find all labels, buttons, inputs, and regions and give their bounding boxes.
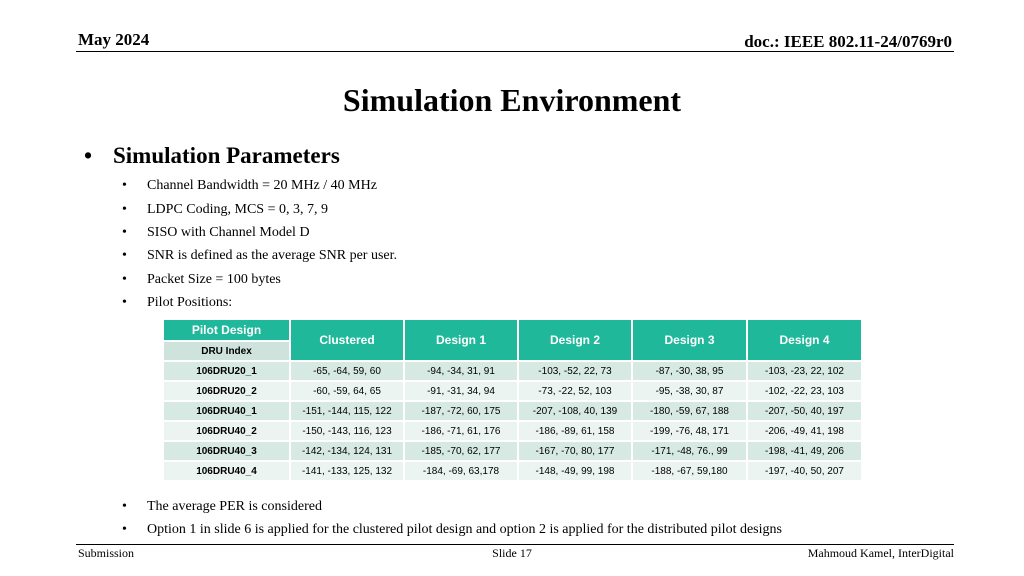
sub-bullet-text: SNR is defined as the average SNR per user. (147, 248, 397, 263)
table-cell: -207, -108, 40, 139 (518, 401, 632, 421)
table-cell: -141, -133, 125, 132 (290, 461, 404, 481)
table-cell: -171, -48, 76., 99 (632, 441, 747, 461)
sub-bullet-text: Pilot Positions: (147, 295, 233, 310)
table-row (163, 421, 862, 441)
footer-submission: Submission (78, 546, 135, 560)
table-cell: -95, -38, 30, 87 (632, 381, 747, 401)
footer-author: Mahmoud Kamel, InterDigital (807, 546, 954, 560)
table-row (163, 401, 862, 421)
table-cell: -197, -40, 50, 207 (747, 461, 862, 481)
table-corner-dru-index: DRU Index (163, 341, 290, 361)
table-cell: -186, -71, 61, 176 (404, 421, 518, 441)
bullet-dot-icon: • (122, 295, 127, 310)
bullet-dot-icon: • (122, 225, 127, 240)
table-cell: -185, -70, 62, 177 (404, 441, 518, 461)
table-row (163, 361, 862, 381)
sub-bullet-text: LDPC Coding, MCS = 0, 3, 7, 9 (147, 202, 328, 217)
bullet-dot-icon: • (122, 499, 127, 514)
table-cell: -60, -59, 64, 65 (290, 381, 404, 401)
table-cell: -102, -22, 23, 103 (747, 381, 862, 401)
bullet-dot-icon: • (122, 522, 127, 537)
table-cell: -94, -34, 31, 91 (404, 361, 518, 381)
bullet-dot-icon: • (84, 143, 93, 168)
bullet-dot-icon: • (122, 272, 127, 287)
table-cell: -65, -64, 59, 60 (290, 361, 404, 381)
table-cell: -207, -50, 40, 197 (747, 401, 862, 421)
header-doc-id: doc.: IEEE 802.11-24/0769r0 (744, 32, 952, 51)
table-cell: -73, -22, 52, 103 (518, 381, 632, 401)
row-label: 106DRU40_3 (163, 441, 290, 461)
column-header: Design 1 (404, 319, 518, 361)
row-label: 106DRU20_1 (163, 361, 290, 381)
column-header: Design 3 (632, 319, 747, 361)
sub-bullet-text: The average PER is considered (147, 499, 322, 514)
table-cell: -186, -89, 61, 158 (518, 421, 632, 441)
table-cell: -206, -49, 41, 198 (747, 421, 862, 441)
header-divider (76, 51, 954, 52)
column-header: Design 2 (518, 319, 632, 361)
table-cell: -103, -52, 22, 73 (518, 361, 632, 381)
row-label: 106DRU40_2 (163, 421, 290, 441)
table-cell: -187, -72, 60, 175 (404, 401, 518, 421)
sub-bullet-text: Option 1 in slide 6 is applied for the clustered pilot design and option 2 is applied for the distributed pilot designs (147, 522, 782, 537)
table-corner-pilot-design: Pilot Design (163, 319, 290, 341)
table-cell: -142, -134, 124, 131 (290, 441, 404, 461)
footer-divider (76, 544, 954, 545)
table-cell: -180, -59, 67, 188 (632, 401, 747, 421)
table-row (163, 381, 862, 401)
table-cell: -150, -143, 116, 123 (290, 421, 404, 441)
column-header: Design 4 (747, 319, 862, 361)
table-cell: -199, -76, 48, 171 (632, 421, 747, 441)
bullet-dot-icon: • (122, 248, 127, 263)
table-cell: -188, -67, 59,180 (632, 461, 747, 481)
pilot-positions-table (162, 318, 863, 482)
table-cell: -103, -23, 22, 102 (747, 361, 862, 381)
row-label: 106DRU40_4 (163, 461, 290, 481)
slide-title: Simulation Environment (342, 82, 682, 118)
sub-bullet-text: Channel Bandwidth = 20 MHz / 40 MHz (147, 178, 377, 193)
main-bullet-text: Simulation Parameters (113, 143, 340, 168)
table-row (163, 441, 862, 461)
table-cell: -167, -70, 80, 177 (518, 441, 632, 461)
table-cell: -151, -144, 115, 122 (290, 401, 404, 421)
sub-bullet-text: SISO with Channel Model D (147, 225, 310, 240)
row-label: 106DRU40_1 (163, 401, 290, 421)
table-cell: -184, -69, 63,178 (404, 461, 518, 481)
bullet-dot-icon: • (122, 202, 127, 217)
column-header: Clustered (290, 319, 404, 361)
table-cell: -148, -49, 99, 198 (518, 461, 632, 481)
sub-bullet-text: Packet Size = 100 bytes (147, 272, 281, 287)
table-cell: -87, -30, 38, 95 (632, 361, 747, 381)
bullet-dot-icon: • (122, 178, 127, 193)
header-date: May 2024 (78, 30, 150, 49)
row-label: 106DRU20_2 (163, 381, 290, 401)
table-cell: -91, -31, 34, 94 (404, 381, 518, 401)
footer-slide-number: Slide 17 (492, 546, 532, 560)
table-cell: -198, -41, 49, 206 (747, 441, 862, 461)
table-row (163, 461, 862, 481)
